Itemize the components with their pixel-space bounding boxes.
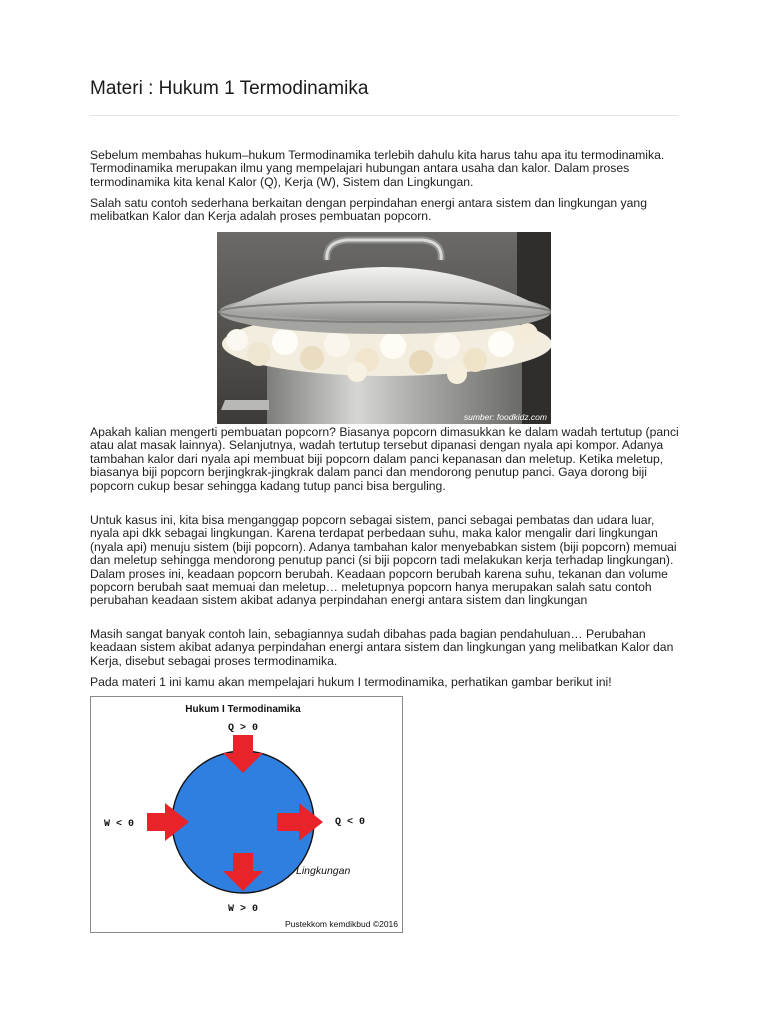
popcorn-pot-photo [217,232,551,424]
first-law-figure [91,697,402,932]
paragraph-example: Salah satu contoh sederhana berkaitan dengan perpindahan energi antara sistem dan lingkungan yang melibatkan Kalor dan Kerja adalah proses pembuatan popcorn. [90,196,647,224]
label-q-positive: Q > 0 [227,723,259,734]
paragraph-intro: Sebelum membahas hukum–hukum Termodinamika terlebih dahulu kita harus tahu apa itu termodinamika. Termodinamika merupakan ilmu yang mempelajari hubungan antara usaha dan kalor. Dalam proses termodinamika kita kenal Kalor (Q), Kerja (W), Sistem dan Lingkungan. [90,148,665,189]
paragraph-popcorn: Apakah kalian mengerti pembuatan popcorn? Biasanya popcorn dimasukkan ke dalam wadah tertutup (panci atau alat masak lainnya). Selanjutnya, wadah tertutup tersebut dipanasi dengan nyala api kompor. Adanya tambahan kalor dari nyala api membuat biji popcorn dalam panci kepanasan dan meletup. Ketika meletup, biasanya biji popcorn berjingkrak-jingkrak dalam panci dan mendorong penutup panci. Gaya dorong biji popcorn cukup besar sehingga kadang tutup panci bisa berguling. [90,425,679,493]
popcorn-pot-illustration [217,232,551,424]
label-w-positive: W > 0 [227,904,259,915]
photo-credit: sumber: foodkidz.com [463,412,547,422]
label-q-negative: Q < 0 [335,817,366,828]
paragraph-intro-figure: Pada materi 1 ini kamu akan mempelajari hukum I termodinamika, perhatikan gambar berikut ini! [90,675,612,689]
diagram-title: Hukum I Termodinamika [185,704,301,715]
paragraph-process: Masih sangat banyak contoh lain, sebagiannya sudah dibahas pada bagian pendahuluan… Perubahan keadaan sistem akibat adanya perpindahan energi antara sistem dan lingkungan yang melibatkan Kalor dan Kerja, disebut sebagai proses termodinamika. [90,627,674,668]
page-title: Materi : Hukum 1 Termodinamika [90,78,369,99]
paragraph-system: Untuk kasus ini, kita bisa menganggap popcorn sebagai sistem, panci sebagai pembatas dan udara luar, nyala api dkk sebagai lingkungan. Karena terdapat perbedaan suhu, maka kalor mengalir dari lingkungan (nyala api) menuju sistem (biji popcorn). Adanya tambahan kalor menyebabkan sistem (biji popcorn) memuai dan meletup sehingga mendorong penutup panci (si biji popcorn tadi melakukan kerja terhadap lingkungan). Dalam proses ini, keadaan popcorn berubah. Keadaan popcorn berubah karena suhu, tekanan dan volume popcorn berubah saat memuai dan meletup… meletupnya popcorn hanya merupakan salah satu contoh perubahan keadaan sistem akibat adanya perpindahan energi antara sistem dan lingkungan [90,513,677,608]
diagram-credit: Pustekkom kemdikbud ©2016 [284,919,398,929]
title-divider [90,115,678,116]
label-surroundings: Lingkungan [296,865,351,877]
first-law-diagram [90,696,403,933]
label-w-negative: W < 0 [104,819,135,830]
